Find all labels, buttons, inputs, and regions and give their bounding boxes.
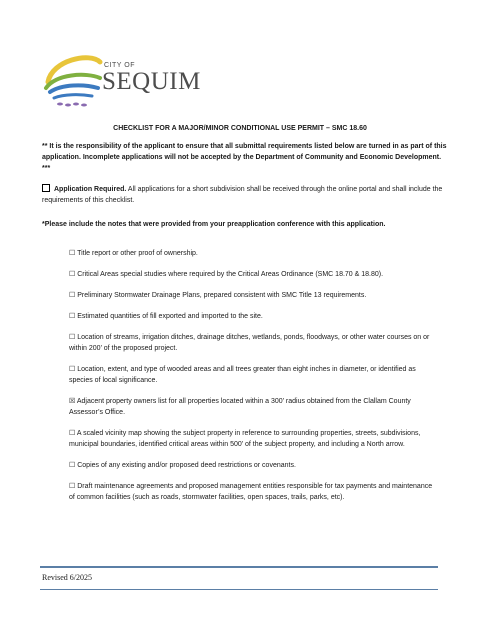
- checklist-checkbox[interactable]: ☒: [69, 398, 76, 405]
- checklist-text: Copies of any existing and/or proposed deed restrictions or covenants.: [77, 462, 296, 469]
- checklist-checkbox[interactable]: ☐: [69, 250, 76, 257]
- checklist-text: Location of streams, irrigation ditches, drainage ditches, wetlands, ponds, floodways, or other water courses on or within 200’ of the proposed project.: [69, 334, 430, 352]
- checklist-text: Location, extent, and type of wooded areas and all trees greater than eight inches in diameter, or identified as species of local significance.: [69, 366, 416, 384]
- checklist-checkbox[interactable]: ☐: [69, 292, 76, 299]
- checklist-checkbox[interactable]: ☐: [69, 313, 76, 320]
- checklist-text: A scaled vicinity map showing the subject property in reference to surrounding properties, streets, subdivisions, municipal boundaries, identified critical areas within 500’ of the subject property, and including a North arrow.: [69, 430, 421, 448]
- checklist-text: Draft maintenance agreements and proposed management entities responsible for tax payments and maintenance of common facilities (such as roads, stormwater facilities, open spaces, trails, parks, etc).: [69, 483, 433, 501]
- footer-rule-top: [40, 566, 438, 568]
- checklist-text: Title report or other proof of ownership.: [77, 250, 198, 257]
- checklist-item: [69, 269, 439, 280]
- checklist-item: [69, 396, 439, 418]
- logo-city-of: CITY OF: [104, 62, 135, 69]
- checklist-item: [69, 332, 439, 354]
- checklist-item: [69, 311, 439, 322]
- checklist: [69, 248, 439, 513]
- checklist-item: [69, 290, 439, 301]
- revision-date: Revised 6/2025: [42, 573, 92, 582]
- checklist-item: [69, 248, 439, 259]
- logo-city-name: SEQUIM: [102, 68, 201, 95]
- application-required: [42, 184, 447, 206]
- responsibility-notice: ** It is the responsibility of the applicant to ensure that all submittal requirements listed below are turned in as part of this application. Incomplete applications will not be accepted by the Department of Community and Economic Development. ***: [42, 143, 447, 172]
- application-required-label: Application Required.: [54, 186, 127, 193]
- application-required-text: All applications for a short subdivision shall be received through the online portal and shall include the requirements of this checklist.: [42, 186, 443, 204]
- checklist-item: [69, 364, 439, 386]
- checklist-checkbox[interactable]: ☐: [69, 334, 76, 341]
- checklist-checkbox[interactable]: ☐: [69, 430, 76, 437]
- application-required-checkbox[interactable]: [42, 184, 50, 192]
- checklist-checkbox[interactable]: ☐: [69, 366, 76, 373]
- footer-rule-bottom: [40, 589, 438, 590]
- checklist-text: Preliminary Stormwater Drainage Plans, prepared consistent with SMC Title 13 requirements.: [77, 292, 367, 299]
- checklist-checkbox[interactable]: ☐: [69, 271, 76, 278]
- checklist-text: Estimated quantities of fill exported and imported to the site.: [77, 313, 263, 320]
- checklist-checkbox[interactable]: ☐: [69, 462, 76, 469]
- checklist-checkbox[interactable]: ☐: [69, 483, 76, 490]
- checklist-item: [69, 481, 439, 503]
- document-title: CHECKLIST FOR A MAJOR/MINOR CONDITIONAL USE PERMIT – SMC 18.60: [113, 125, 367, 132]
- checklist-item: [69, 428, 439, 450]
- preapplication-notes: *Please include the notes that were provided from your preapplication conference with this application.: [42, 221, 386, 228]
- checklist-text: Adjacent property owners list for all properties located within a 300’ radius obtained from the Clallam County Assessor’s Office.: [69, 398, 411, 416]
- checklist-text: Critical Areas special studies where required by the Critical Areas Ordinance (SMC 18.70 & 18.80).: [77, 271, 384, 278]
- checklist-item: [69, 460, 439, 471]
